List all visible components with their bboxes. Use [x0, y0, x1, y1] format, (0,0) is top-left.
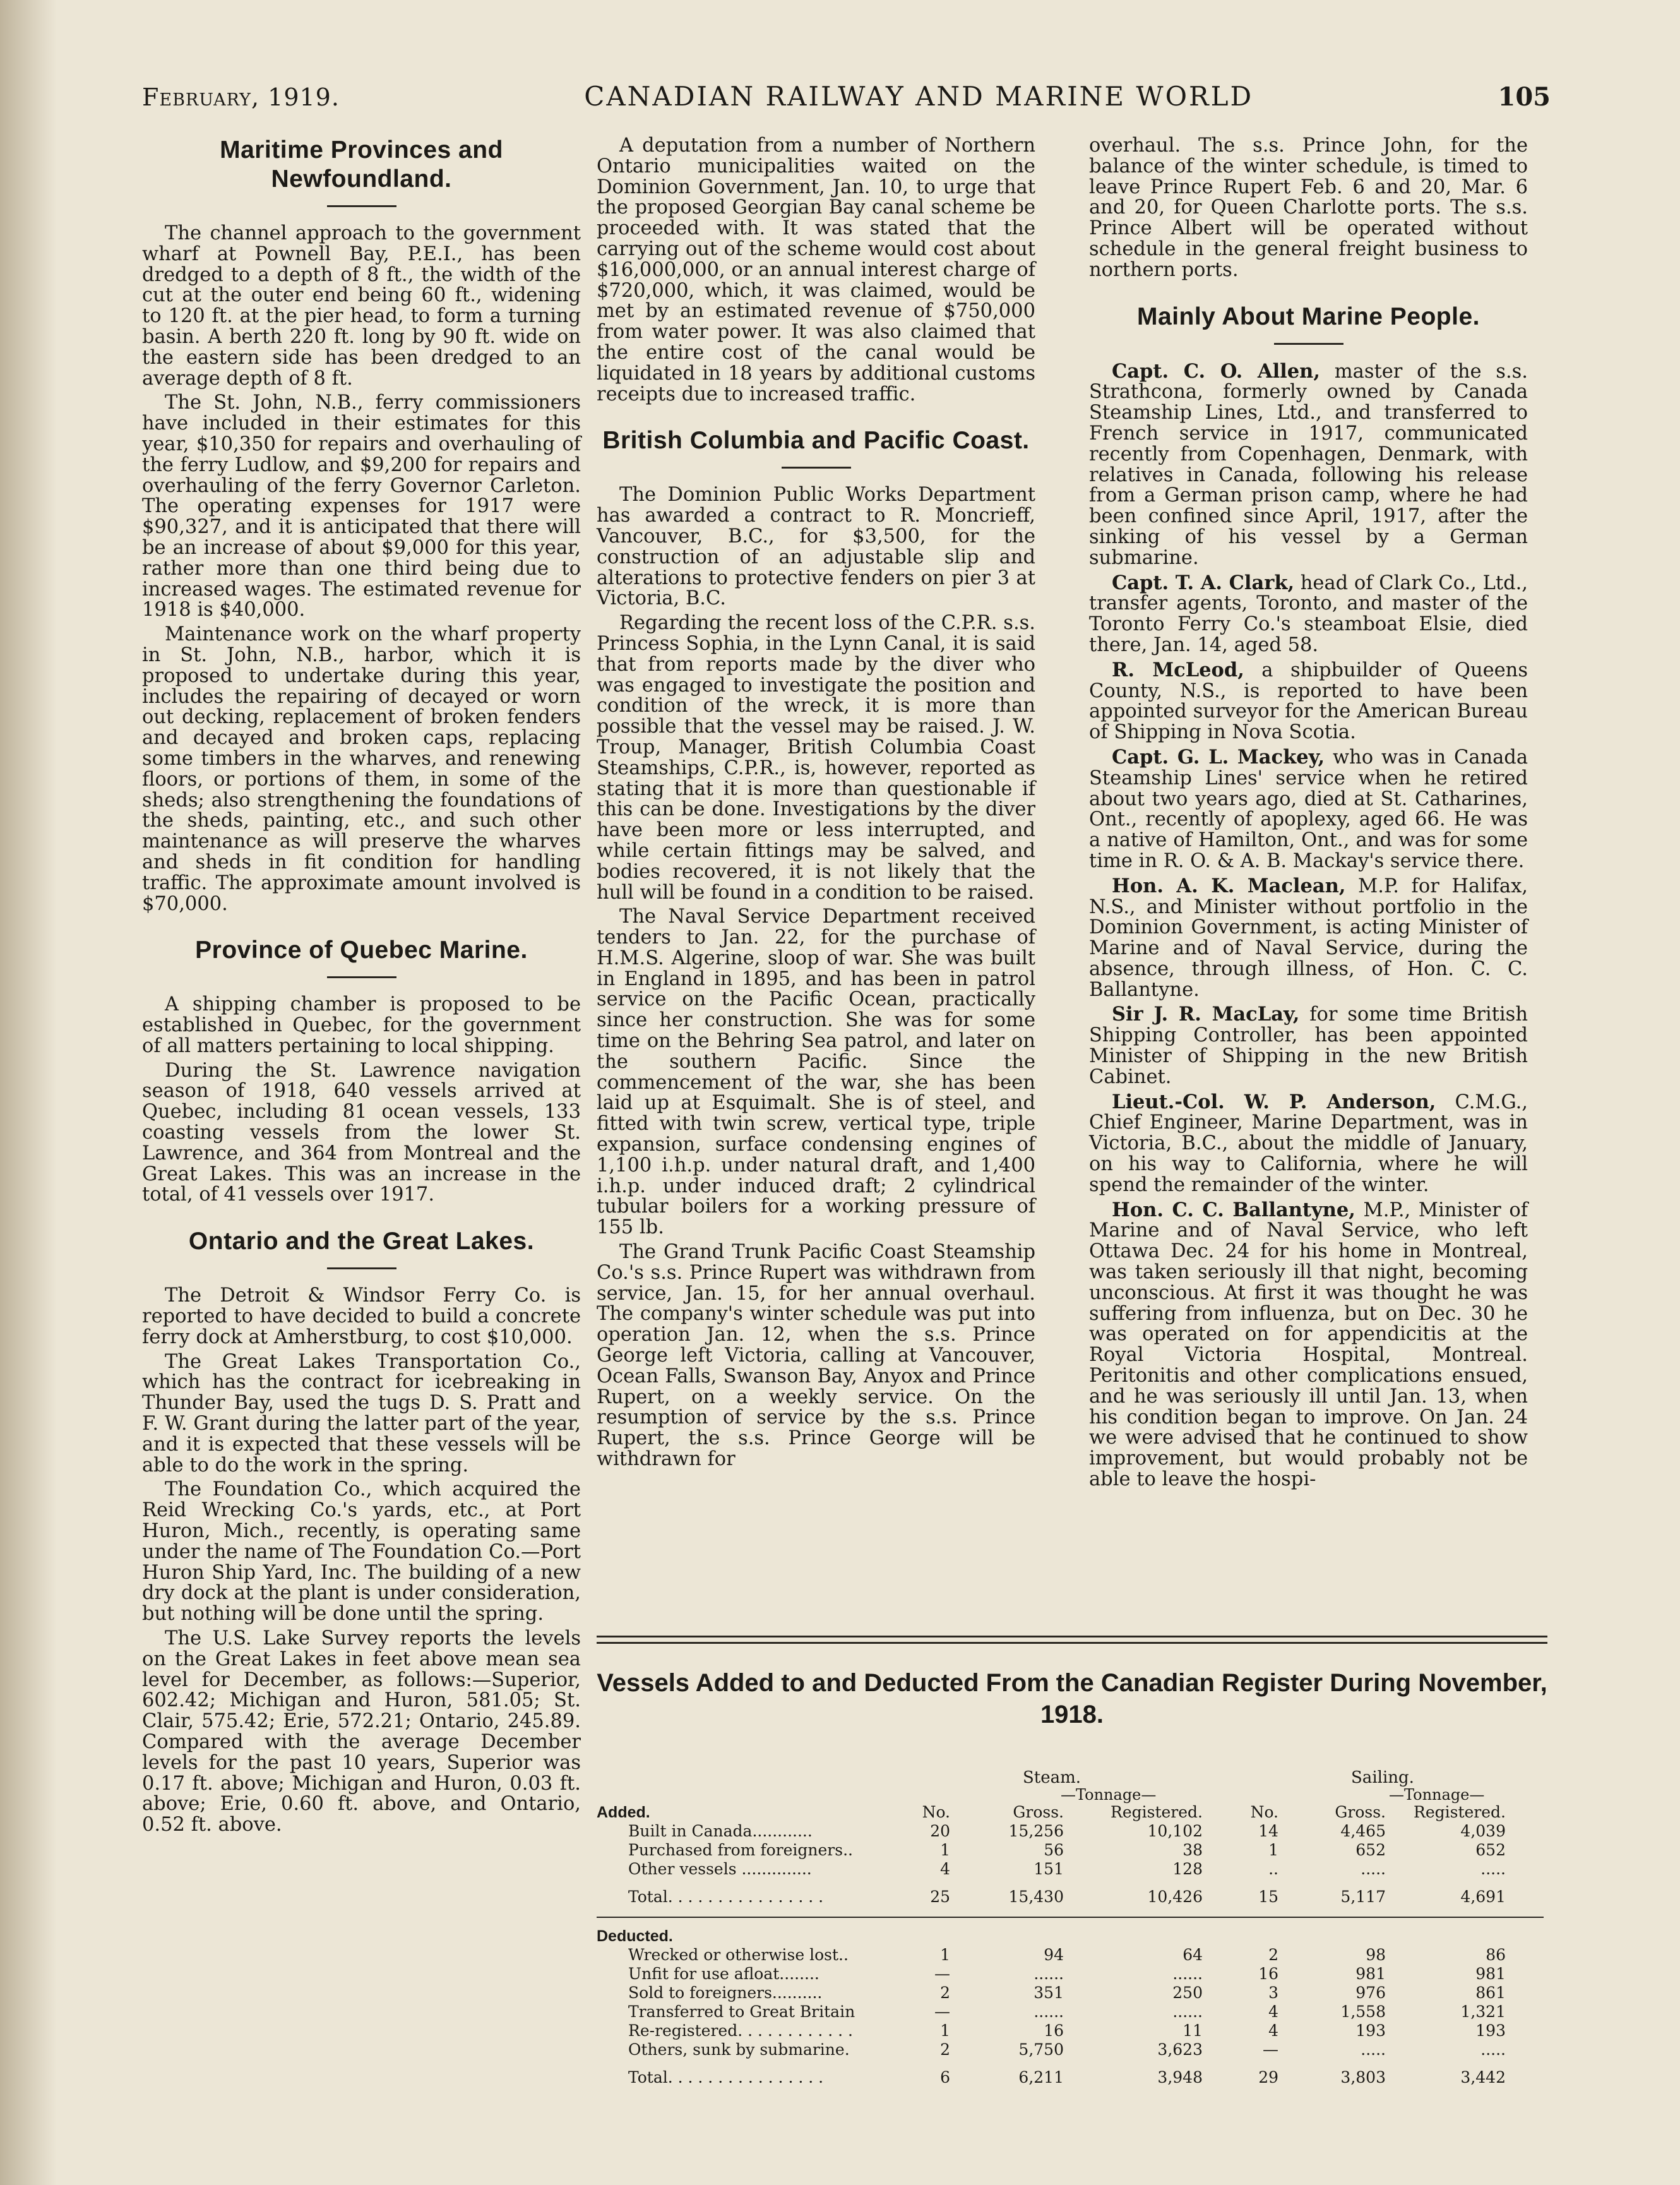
table-row [597, 1965, 1544, 1984]
table-total-row [597, 2068, 1544, 2087]
table-total-row [597, 1888, 1544, 1907]
sailing-gross: ..... [1361, 1860, 1386, 1878]
paragraph: The Naval Service Department received tenders to Jan. 22, for the purchase of H.M.S. Algerine, sloop of war. She was built in England in 1895, and has been in patrol service on the Pacific Ocean, practically since her construction. She was for some time on the Behring Sea patrol, and later on the southern Pacific. Since the commencement of the war, she has been laid up at Esquimalt. She is of steel, and fitted with twin screw, vertical type, triple expansion, surface condensing engines of 1,100 i.h.p. under natural draft, and 1,400 i.h.p. under induced draft; 2 cylindrical tubular boilers for a working pressure of 155 lb. [597, 906, 1035, 1239]
section-british-columbia [597, 426, 1035, 1470]
sailing-no: 4 [1268, 2021, 1278, 2040]
steam-registered: 10,102 [1147, 1822, 1203, 1840]
paragraph: Maintenance work on the wharf property in St. John, N.B., harbor, which it is proposed to undertake during this year, includes the repairing of decayed or worn out decking, replacement of broken fenders and decayed and broken caps, replacing some timbers in the wharves, and renewing floors, or portions of them, in some of the sheds; also strengthening the foundations of the sheds, painting, etc., and such other maintenance as will preserve the wharves and sheds in fit condition for handling traffic. The approximate amount involved is $70,000. [142, 623, 581, 915]
person-name: Capt. T. A. Clark, [1112, 571, 1295, 594]
heading-rule [327, 976, 396, 978]
person-item [1089, 660, 1528, 743]
paragraph: The Detroit & Windsor Ferry Co. is reported to have decided to build a concrete ferry dock at Amherstburg, to cost $10,000. [142, 1284, 581, 1348]
steam-registered: 11 [1183, 2021, 1203, 2040]
steam-gross: 15,256 [1008, 1822, 1064, 1840]
table-row [597, 1822, 1544, 1841]
added-total [597, 1888, 1544, 1907]
steam-registered: 3,623 [1157, 2040, 1203, 2059]
row-label: Transferred to Great Britain [628, 2002, 855, 2021]
table-row [597, 2002, 1544, 2021]
steam-registered: ...... [1172, 2002, 1203, 2021]
sailing-no: — [1263, 2040, 1278, 2059]
sailing-no: 1 [1268, 1841, 1278, 1859]
sailing-registered: 1,321 [1460, 2002, 1506, 2021]
person-item [1089, 573, 1528, 656]
vessel-register-table [597, 1803, 1544, 2087]
person-name: R. McLeod, [1112, 658, 1244, 681]
row-label: Sold to foreigners.......... [628, 1984, 823, 2002]
sailing-gross: 976 [1355, 1984, 1386, 2002]
person-name: Lieut.-Col. W. P. Anderson, [1112, 1090, 1436, 1113]
double-rule-bottom [597, 1642, 1547, 1644]
column-3 [1089, 136, 1528, 1512]
sailing-registered: 861 [1475, 1984, 1506, 2002]
paragraph: The Foundation Co., which acquired the Reid Wrecking Co.'s yards, etc., at Port Huron, Mich., recently, is operating same under the name of The Foundation Co.—Port Huron Ship Yard, Inc. The building of a new dry dock at the plant is under consideration, but nothing will be done until the spring. [142, 1478, 581, 1625]
col-head-sail-no: No. [1250, 1803, 1278, 1821]
sailing-gross: 4,465 [1340, 1822, 1386, 1840]
steam-no: 4 [940, 1860, 950, 1878]
page-number: 105 [1498, 82, 1551, 112]
sailing-tonnage-heading: —Tonnage— [1389, 1786, 1485, 1804]
paragraph: The Dominion Public Works Department has awarded a contract to R. Moncrieff, Vancouver, B.C., for $3,500, for the construction of an adjustable slip and alterations to protective fenders on pier 3 at Victoria, B.C. [597, 484, 1035, 610]
steam-heading: Steam. [1023, 1768, 1081, 1787]
section-heading: Maritime Provinces and Newfoundland. [220, 136, 503, 193]
steam-no: 20 [930, 1822, 950, 1840]
sailing-no: .. [1268, 1860, 1278, 1878]
section-heading: Ontario and the Great Lakes. [188, 1228, 535, 1255]
sailing-registered: 86 [1486, 1946, 1506, 1964]
sailing-gross: 193 [1355, 2021, 1386, 2040]
person-name: Hon. C. C. Ballantyne, [1112, 1198, 1355, 1221]
steam-gross: 56 [1044, 1841, 1064, 1859]
steam-no: 1 [940, 2021, 950, 2040]
paragraph: The St. John, N.B., ferry commissioners have included in their estimates for this year, $10,350 for repairs and overhauling of the ferry Ludlow, and $9,200 for repairs and overhauling of the ferry Governor Carleton. The operating expenses for 1917 were $90,327, and it is anticipated that there will be an increase of about $9,000 for this year, rather more than one third being due to increased wages. The estimated revenue for 1918 is $40,000. [142, 392, 581, 621]
sailing-no: 15 [1258, 1888, 1278, 1906]
deducted-group-row [597, 1927, 1544, 1946]
person-text: head of Clark Co., Ltd., transfer agents, Toronto, and master of the Toronto Ferry Co.'s steamboat Elsie, died there, Jan. 14, aged 58. [1089, 572, 1528, 656]
paragraph: The channel approach to the government wharf at Pownell Bay, P.E.I., has been dredged to a depth of 8 ft., the width of the cut at the outer end being 60 ft., widening to 120 ft. at the pier head, to form a turning basin. A berth 220 ft. long by 90 ft. wide on the eastern side has been dredged to an average depth of 8 ft. [142, 222, 581, 390]
steam-gross: 15,430 [1008, 1888, 1064, 1906]
person-text: C.M.G., Chief Engineer, Marine Department, was in Victoria, B.C., about the middle of January, on his way to California, where he will spend the remainder of the winter. [1089, 1091, 1528, 1196]
person-text: M.P. for Halifax, N.S., and Minister without portfolio in the Dominion Government, is acting Minister of Marine and of Naval Service, during the absence, through illness, of Hon. C. C. Ballantyne. [1089, 875, 1528, 1001]
sailing-gross: 981 [1355, 1965, 1386, 1983]
steam-gross: ...... [1034, 2002, 1064, 2021]
person-name: Sir J. R. MacLay, [1112, 1003, 1300, 1026]
person-text: master of the s.s. Strathcona, formerly owned by Canada Steamship Lines, Ltd., and transferred to French service in 1917, communicated recently from Copenhagen, Denmark, with relatives in Canada, following his release from a German prison camp, where he had been confined since April, 1917, after the sinking of his vessel by a German submarine. [1089, 360, 1528, 569]
sailing-gross: ..... [1361, 2040, 1386, 2059]
steam-registered: 3,948 [1157, 2068, 1203, 2086]
paragraph: A shipping chamber is proposed to be established in Quebec, for the government of all matters pertaining to local shipping. [142, 993, 581, 1057]
steam-no: 1 [940, 1946, 950, 1964]
section-heading: Province of Quebec Marine. [195, 937, 528, 964]
col-head-steam-reg: Registered. [1111, 1803, 1203, 1821]
steam-gross: 94 [1044, 1946, 1064, 1964]
steam-tonnage-heading: —Tonnage— [1061, 1786, 1157, 1804]
table-row [597, 1984, 1544, 2002]
paragraph: The Great Lakes Transportation Co., which has the contract for icebreaking in Thunder Bay, used the tugs D. S. Pratt and F. W. Grant during the latter part of the year, and it is expected that these vessels will be able to do the work in the spring. [142, 1350, 581, 1476]
deducted-rows [597, 1946, 1544, 2059]
row-label: Purchased from foreigners.. [628, 1841, 853, 1859]
sailing-gross: 1,558 [1340, 2002, 1386, 2021]
sailing-registered: 4,039 [1460, 1822, 1506, 1840]
table-title: Vessels Added to and Deducted From the Canadian Register During November, 1918. [597, 1669, 1547, 1728]
sailing-registered: 652 [1475, 1841, 1506, 1859]
heading-rule [327, 205, 396, 207]
steam-registered: 128 [1172, 1860, 1203, 1878]
sailing-gross: 98 [1366, 1946, 1386, 1964]
person-name: Capt. C. O. Allen, [1112, 359, 1320, 383]
header-date: February, 1919. [142, 83, 340, 111]
steam-registered: 250 [1172, 1984, 1203, 2002]
sailing-no: 4 [1268, 2002, 1278, 2021]
row-label: Re-registered. . . . . . . . . . . . [628, 2021, 854, 2040]
person-item [1089, 1092, 1528, 1196]
heading-rule [782, 467, 851, 469]
steam-gross: 16 [1044, 2021, 1064, 2040]
double-rule-top [597, 1636, 1547, 1637]
steam-gross: 151 [1034, 1860, 1064, 1878]
sailing-registered: ..... [1480, 2040, 1506, 2059]
table-row [597, 1946, 1544, 1965]
steam-gross: 351 [1034, 1984, 1064, 2002]
person-item [1089, 747, 1528, 872]
person-text: for some time British Shipping Controller, has been appointed Minister of Shipping in the new British Cabinet. [1089, 1003, 1528, 1088]
paragraph: A deputation from a number of Northern Ontario municipalities waited on the Dominion Government, Jan. 10, to urge that the proposed Georgian Bay canal scheme be proceeded with. It was stated that the carrying out of the scheme would cost about $16,000,000, or an annual interest charge of $720,000, which, it was claimed, would be met by an estimated revenue of $750,000 from water power. It was also claimed that the entire cost of the canal would be liquidated in 18 years by additional customs receipts due to increased traffic. [597, 135, 1035, 405]
header-publication-title: CANADIAN RAILWAY AND MARINE WORLD [584, 81, 1254, 112]
section-maritime [142, 136, 581, 914]
row-label: Unfit for use afloat........ [628, 1965, 819, 1983]
section-marine-people [1089, 302, 1528, 1490]
sailing-no: 29 [1258, 2068, 1278, 2086]
deducted-group-label: Deducted. [597, 1927, 673, 1945]
steam-no: 25 [930, 1888, 950, 1906]
steam-registered: 64 [1183, 1946, 1203, 1964]
row-label: Others, sunk by submarine. [628, 2040, 850, 2059]
row-label: Built in Canada............ [628, 1822, 813, 1840]
steam-no: — [934, 2002, 950, 2021]
person-item [1089, 1004, 1528, 1087]
steam-registered: 38 [1183, 1841, 1203, 1859]
steam-no: 1 [940, 1841, 950, 1859]
steam-no: 6 [940, 2068, 950, 2086]
col-head-sail-gross: Gross. [1335, 1803, 1386, 1821]
sailing-no: 3 [1268, 1984, 1278, 2002]
deducted-total [597, 2068, 1544, 2087]
paragraph: Regarding the recent loss of the C.P.R. s.s. Princess Sophia, in the Lynn Canal, it is said that from reports made by the diver who was engaged to investigate the position and condition of the wreck, it is more than possible that the vessel may be raised. J. W. Troup, Manager, British Columbia Coast Steamships, C.P.R., is, however, reported as stating that it is more than questionable if this can be done. Investigations by the diver have been more or less interrupted, and while certain fittings may be salved, and bodies recovered, it is not likely that the hull will be found in a condition to be raised. [597, 612, 1035, 904]
steam-no: 2 [940, 1984, 950, 2002]
column-1 [142, 136, 581, 1857]
table-row [597, 1860, 1544, 1879]
paragraph: The Grand Trunk Pacific Coast Steamship Co.'s s.s. Prince Rupert was withdrawn from service, Jan. 15, for her annual overhaul. The company's winter schedule was put into operation Jan. 12, when the s.s. Prince George left Victoria, calling at Vancouver, Ocean Falls, Swanson Bay, Anyox and Prince Rupert, on a weekly service. On the resumption of service by the s.s. Prince Rupert, the s.s. Prince George will be withdrawn for [597, 1241, 1035, 1471]
table-row [597, 1841, 1544, 1860]
sailing-registered: ..... [1480, 1860, 1506, 1878]
sailing-registered: 193 [1475, 2021, 1506, 2040]
row-label: Total. . . . . . . . . . . . . . . . [628, 2068, 824, 2086]
section-quebec [142, 936, 581, 1206]
heading-rule [1274, 343, 1343, 345]
person-name: Capt. G. L. Mackey, [1112, 745, 1325, 769]
column-2 [597, 136, 1035, 1492]
steam-gross: 6,211 [1018, 2068, 1064, 2086]
steam-gross: 5,750 [1018, 2040, 1064, 2059]
table-row [597, 2021, 1544, 2040]
person-item [1089, 361, 1528, 569]
steam-gross: ...... [1034, 1965, 1064, 1983]
col-head-steam-no: No. [922, 1803, 950, 1821]
sailing-no: 14 [1258, 1822, 1278, 1840]
sailing-heading: Sailing. [1351, 1768, 1414, 1787]
sailing-gross: 5,117 [1340, 1888, 1386, 1906]
heading-rule [327, 1267, 396, 1269]
row-label: Wrecked or otherwise lost.. [628, 1946, 849, 1964]
added-group-label: Added. [597, 1804, 650, 1821]
paragraph: The U.S. Lake Survey reports the levels on the Great Lakes in feet above mean sea level for December, as follows:—Superior, 602.42; Michigan and Huron, 581.05; St. Clair, 575.42; Erie, 572.21; Ontario, 245.89. Compared with the average December levels for the past 10 years, Superior was 0.17 ft. above; Michigan and Huron, 0.03 ft. above; Erie, 0.60 ft. above, and Ontario, 0.52 ft. above. [142, 1627, 581, 1836]
steam-no: — [934, 1965, 950, 1983]
row-label: Total. . . . . . . . . . . . . . . . [628, 1888, 824, 1906]
table-row [597, 2040, 1544, 2059]
running-header [142, 81, 1551, 125]
sailing-registered: 981 [1475, 1965, 1506, 1983]
sailing-gross: 652 [1355, 1841, 1386, 1859]
row-label: Other vessels .............. [628, 1860, 812, 1878]
section-heading: Mainly About Marine People. [1137, 302, 1480, 330]
paragraph: overhaul. The s.s. Prince John, for the balance of the winter schedule, is timed to leave Prince Rupert Feb. 6 and 20, Mar. 6 and 20, for Queen Charlotte ports. The s.s. Prince Albert will be operated without schedule in the general freight business to northern ports. [1089, 135, 1528, 281]
person-text: a shipbuilder of Queens County, N.S., is reported to have been appointed surveyor for the American Bureau of Shipping in Nova Scotia. [1089, 659, 1528, 744]
person-item [1089, 876, 1528, 1001]
steam-no: 2 [940, 2040, 950, 2059]
table-header-row [597, 1803, 1544, 1822]
col-head-sail-reg: Registered. [1414, 1803, 1506, 1821]
page-spine-shadow [0, 0, 57, 2185]
steam-registered: ...... [1172, 1965, 1203, 1983]
person-text: M.P., Minister of Marine and of Naval Service, who left Ottawa Dec. 24 for his home in Montreal, was taken seriously ill that night, becoming unconscious. At first it was thought he was suffering from influenza, but on Dec. 30 he was operated on for appendicitis at the Royal Victoria Hospital, Montreal. Peritonitis and other complications ensued, and he was seriously ill until Jan. 13, when his condition began to improve. On Jan. 24 we were advised that he continued to show improvement, but would probably not be able to leave the hospi- [1089, 1199, 1528, 1491]
col-head-steam-gross: Gross. [1013, 1803, 1064, 1821]
sailing-gross: 3,803 [1340, 2068, 1386, 2086]
section-ontario [142, 1227, 581, 1836]
sailing-registered: 4,691 [1460, 1888, 1506, 1906]
person-name: Hon. A. K. Maclean, [1112, 874, 1346, 897]
paragraph: During the St. Lawrence navigation season of 1918, 640 vessels arrived at Quebec, including 81 ocean vessels, 133 coasting vessels from the lower St. Lawrence, and 364 from Montreal and the Great Lakes. This was an increase in the total, of 41 vessels over 1917. [142, 1059, 581, 1206]
section-heading: British Columbia and Pacific Coast. [602, 427, 1030, 455]
steam-registered: 10,426 [1147, 1888, 1203, 1906]
sailing-no: 16 [1258, 1965, 1278, 1983]
sailing-no: 2 [1268, 1946, 1278, 1964]
added-rows [597, 1822, 1544, 1879]
sailing-registered: 3,442 [1460, 2068, 1506, 2086]
person-item [1089, 1200, 1528, 1490]
person-text: who was in Canada Steamship Lines' service when he retired about two years ago, died at St. Catharines, Ont., recently of apoplexy, aged 66. He was a native of Hamilton, Ont., and was for some time in R. O. & A. B. Mackay's service there. [1089, 746, 1528, 872]
